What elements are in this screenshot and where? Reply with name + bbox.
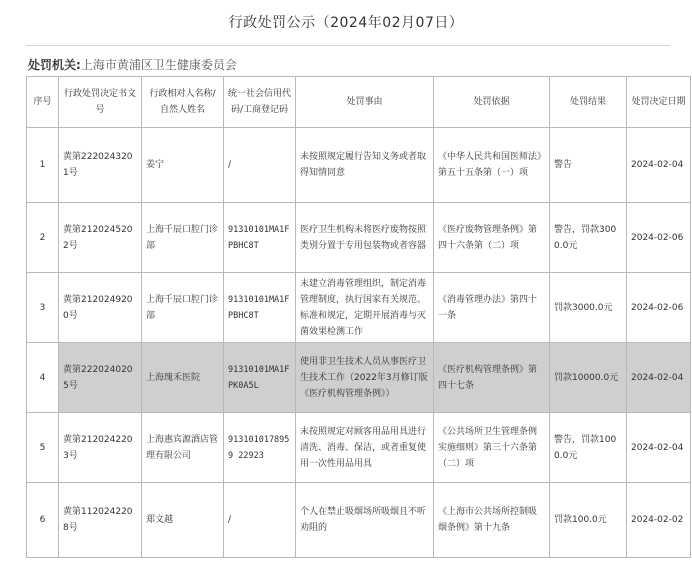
header-doc-no: 行政处罚决定书文号	[59, 77, 142, 128]
agency-name: 上海市黄浦区卫生健康委员会	[80, 58, 237, 72]
cell-reason: 未按照规定对顾客用品用具进行清洗、消毒、保洁，或者重复使用一次性用品用具	[296, 413, 434, 483]
cell-result: 警告，罚款1000.0元	[550, 413, 627, 483]
cell-result: 罚款100.0元	[550, 483, 627, 558]
cell-doc-no: 黄第2120249200号	[59, 273, 142, 343]
cell-party: 上海瑰禾医院	[142, 343, 224, 413]
penalty-table	[26, 76, 691, 558]
cell-date: 2024-02-04	[627, 343, 691, 413]
header-date: 处罚决定日期	[627, 77, 691, 128]
table-row	[27, 413, 691, 483]
table-row-highlighted	[27, 343, 691, 413]
cell-date: 2024-02-04	[627, 128, 691, 203]
cell-idx: 6	[27, 483, 59, 558]
cell-date: 2024-02-06	[627, 203, 691, 273]
agency-label: 处罚机关:	[28, 58, 81, 72]
cell-basis: 《中华人民共和国医师法》第五十五条第（一）项	[434, 128, 550, 203]
cell-result: 警告，罚款3000.0元	[550, 203, 627, 273]
cell-credit-code: 9131010178959 22923	[224, 413, 296, 483]
table-header-row	[27, 77, 691, 128]
cell-reason: 个人在禁止吸烟场所吸烟且不听劝阻的	[296, 483, 434, 558]
cell-result: 罚款3000.0元	[550, 273, 627, 343]
page-title: 行政处罚公示（2024年02月07日）	[228, 15, 464, 31]
cell-basis: 《医疗废物管理条例》第四十六条第（二）项	[434, 203, 550, 273]
cell-idx: 2	[27, 203, 59, 273]
header-credit-code: 统一社会信用代码/工商登记码	[224, 77, 296, 128]
cell-result: 警告	[550, 128, 627, 203]
cell-party: 上海惠宾源酒店管理有限公司	[142, 413, 224, 483]
cell-party: 姜宁	[142, 128, 224, 203]
header-basis: 处罚依据	[434, 77, 550, 128]
cell-credit-code: 91310101MA1FPBHC8T	[224, 273, 296, 343]
cell-date: 2024-02-02	[627, 483, 691, 558]
header-idx: 序号	[27, 77, 59, 128]
cell-credit-code: /	[224, 128, 296, 203]
cell-party: 上海千辰口腔门诊部	[142, 273, 224, 343]
cell-result: 罚款10000.0元	[550, 343, 627, 413]
cell-doc-no: 黄第2220243201号	[59, 128, 142, 203]
cell-doc-no: 黄第2220240205号	[59, 343, 142, 413]
cell-idx: 1	[27, 128, 59, 203]
table-row	[27, 273, 691, 343]
cell-date: 2024-02-04	[627, 413, 691, 483]
cell-party: 上海千辰口腔门诊部	[142, 203, 224, 273]
cell-idx: 5	[27, 413, 59, 483]
header-party: 行政相对人名称/自然人姓名	[142, 77, 224, 128]
agency-line	[28, 56, 237, 73]
table-row	[27, 203, 691, 273]
cell-basis: 《上海市公共场所控制吸烟条例》第十九条	[434, 483, 550, 558]
header-reason: 处罚事由	[296, 77, 434, 128]
cell-idx: 3	[27, 273, 59, 343]
cell-basis: 《医疗机构管理条例》第四十七条	[434, 343, 550, 413]
cell-party: 郑文越	[142, 483, 224, 558]
cell-basis: 《公共场所卫生管理条例实施细则》第三十六条第（二）项	[434, 413, 550, 483]
cell-reason: 未建立消毒管理组织，制定消毒管理制度，执行国家有关规范、标准和规定，定期开展消毒与灭菌效果检测工作	[296, 273, 434, 343]
title-divider	[26, 45, 670, 46]
cell-doc-no: 黄第1120242208号	[59, 483, 142, 558]
table-row	[27, 483, 691, 558]
cell-credit-code: /	[224, 483, 296, 558]
table-row	[27, 128, 691, 203]
header-result: 处罚结果	[550, 77, 627, 128]
cell-reason: 医疗卫生机构未将医疗废物按照类别分置于专用包装物或者容器	[296, 203, 434, 273]
cell-credit-code: 91310101MA1FPK0A5L	[224, 343, 296, 413]
cell-credit-code: 91310101MA1FPBHC8T	[224, 203, 296, 273]
cell-doc-no: 黄第2120242203号	[59, 413, 142, 483]
cell-reason: 使用非卫生技术人员从事医疗卫生技术工作（2022年3月修订版《医疗机构管理条例》）	[296, 343, 434, 413]
cell-idx: 4	[27, 343, 59, 413]
cell-doc-no: 黄第2120245202号	[59, 203, 142, 273]
cell-basis: 《消毒管理办法》第四十一条	[434, 273, 550, 343]
cell-reason: 未按照规定履行告知义务或者取得知情同意	[296, 128, 434, 203]
cell-date: 2024-02-06	[627, 273, 691, 343]
